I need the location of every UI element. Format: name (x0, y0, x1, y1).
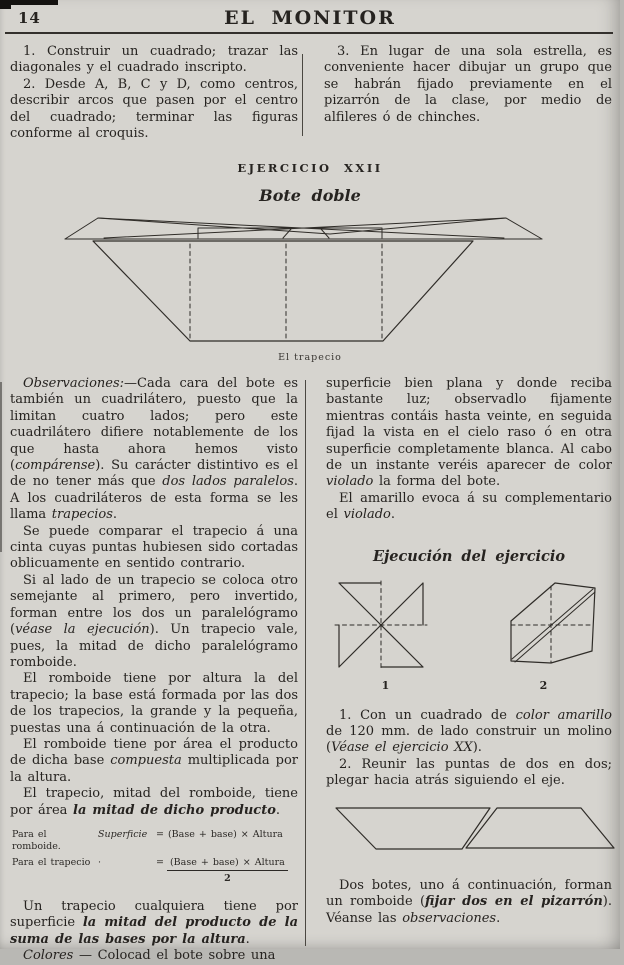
equals-sign: = (156, 856, 164, 868)
figure-label: 2 (539, 678, 548, 692)
paragraph: 1. Con un cuadrado de color amarillo de 120 mm. de lado construir un molino (Véase el ejercicio XX). (326, 707, 613, 756)
formula-expression: = (Base + base) × Altura (156, 828, 283, 840)
intro-right-column (324, 44, 612, 142)
paragraph: 1. Construir un cuadrado; trazar las diagonales y el cuadrado inscripto. (10, 44, 298, 76)
bote-doble-figure (30, 213, 590, 348)
execution-subheading: Ejecución del ejercicio (372, 547, 566, 565)
intro-left-column (10, 44, 298, 142)
figure-1-molino (328, 579, 443, 692)
prisma-figure (481, 579, 606, 675)
formula-row-trapecio (12, 857, 298, 885)
romboide-figure (326, 802, 624, 858)
spacer (326, 862, 612, 878)
area-formula-block (12, 829, 298, 885)
page-title: EL MONITOR (224, 7, 396, 29)
figure-2-romboide-3d (481, 579, 606, 692)
figure-caption: El trapecio (278, 352, 342, 363)
paragraph: El trapecio, mitad del romboide, tiene por área la mitad de dicho producto. (10, 786, 298, 818)
formula-label: Para el trapecio (12, 856, 91, 868)
formula-row-romboide (12, 829, 298, 853)
execution-figures (326, 575, 612, 692)
paragraph: Dos botes, uno á continuación, forman un romboide (fijar dos en el pizarrón). Véanse las observaciones. (326, 877, 612, 926)
molino-figure (328, 579, 443, 675)
paragraph: Si al lado de un trapecio se coloca otro semejante al primero, pero invertido, forman entre los dos un paralelógramo (véase la ejecución). Un trapecio vale, pues, la mitad de dicho paralelógramo romboide. (10, 572, 298, 670)
paragraph: El romboide tiene por área el producto de dicha base compuesta multiplicada por la altura. (10, 736, 299, 785)
intro-section (10, 44, 612, 142)
page-number: 14 (18, 9, 41, 27)
paragraph: 2. Desde A, B, C y D, como centros, describir arcos que pasen por el centro del cuadrado; terminar las figuras conforme al croquis. (10, 76, 298, 142)
formula-expression (156, 857, 288, 885)
paragraph: Colores — Colocad el bote sobre una (23, 948, 276, 964)
scan-artifact-left-edge (0, 382, 2, 552)
intro-column-divider (302, 54, 303, 136)
exercise-heading: EJERCICIO XXII (237, 161, 383, 175)
paragraph: superficie bien plana y donde reciba bastante luz; observadlo fijamente mientras contáis hasta veinte, en seguida fijad la vista en el cielo raso ó en otra superficie completamente blanca. Al cabo de un instante veréis aparecer de color violado la forma del bote. (326, 376, 612, 490)
formula-term: Superficie (98, 828, 148, 840)
spacer (326, 692, 612, 708)
fraction-denominator: 2 (224, 872, 231, 884)
formula-label: Para el romboide. (12, 828, 61, 852)
body-columns (10, 376, 613, 964)
fraction-numerator: (Base + base) × Altura (167, 857, 288, 871)
header-rule (5, 32, 613, 34)
paragraph: 3. En lugar de una sola estrella, es conveniente hacer dibujar un grupo que se habrán fijado previamente en el pizarrón de la clase, por medio de alfileres ó de chinches. (324, 44, 612, 125)
paragraph: El romboide tiene por altura la del trapecio; la base está formada por las dos de los trapecios, la grande y la pequeña, puestas una á continuación de la otra. (10, 671, 298, 736)
paragraph: Observaciones:—Cada cara del bote es también un cuadrilátero, puesto que la limitan cuatro lados; pero este cuadrilátero difiere notablemente de los que hasta ahora hemos visto (compárense). Su carácter distintivo es el de no tener más que dos lados paralelos. A los cuadriláteros de esta forma se les llama trapecios. (10, 376, 299, 523)
paragraph: El amarillo evoca á su complementario el violado. (326, 490, 612, 523)
fraction (167, 857, 288, 885)
exercise-title: Bote doble (259, 186, 361, 205)
ditto-mark: · (98, 856, 102, 868)
figure-label: 1 (381, 678, 390, 692)
paragraph: 2. Reunir las puntas de dos en dos; plegar hacia atrás siguiendo el eje. (326, 756, 612, 789)
paragraph: Se puede comparar el trapecio á una cinta cuyas puntas hubiesen sido cortadas oblicuamente en sentido contrario. (10, 523, 298, 572)
left-column (10, 376, 299, 964)
right-column (326, 376, 612, 949)
paragraph: Un trapecio cualquiera tiene por superficie la mitad del producto de la suma de las bases por la altura. (10, 898, 299, 947)
